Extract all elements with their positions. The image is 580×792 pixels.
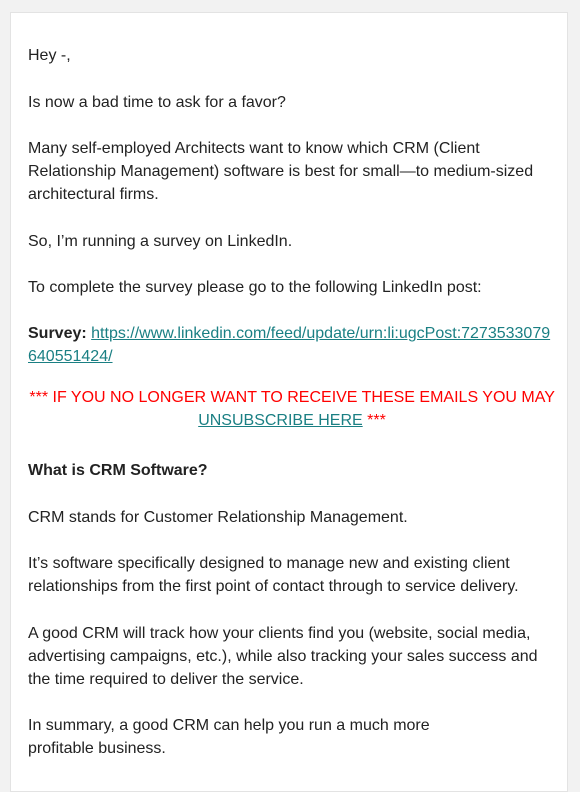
email-card	[10, 12, 568, 792]
section-heading: What is CRM Software?	[28, 462, 208, 479]
instruction-paragraph: To complete the survey please go to the following LinkedIn post:	[28, 279, 482, 296]
greeting: Hey -,	[28, 47, 71, 64]
summary-paragraph: In summary, a good CRM can help you run a much more profitable business.	[28, 717, 430, 757]
intro-paragraph: Many self-employed Architects want to know which CRM (Client Relationship Management) software is best for small—to medium-sized architectural firms.	[28, 140, 534, 203]
survey-intro-paragraph: So, I’m running a survey on LinkedIn.	[28, 233, 293, 250]
survey-paragraph	[28, 322, 556, 368]
crm-definition-paragraph: CRM stands for Customer Relationship Management.	[28, 509, 408, 526]
unsubscribe-notice	[20, 386, 564, 432]
unsubscribe-suffix: ***	[367, 412, 386, 429]
unsubscribe-link[interactable]: UNSUBSCRIBE HERE	[198, 412, 363, 429]
survey-label: Survey:	[28, 325, 87, 342]
survey-link[interactable]: https://www.linkedin.com/feed/update/urn:li:ugcPost:7273533079640551424/	[28, 325, 551, 365]
ask-paragraph: Is now a bad time to ask for a favor?	[28, 94, 286, 111]
crm-purpose-paragraph: It’s software specifically designed to manage new and existing client relationships from the first point of contact through to service delivery.	[28, 555, 519, 595]
crm-tracking-paragraph: A good CRM will track how your clients find you (website, social media, advertising campaigns, etc.), while also tracking your sales success and the time required to deliver the service.	[28, 625, 538, 688]
unsubscribe-prefix: *** IF YOU NO LONGER WANT TO RECEIVE THESE EMAILS YOU MAY	[29, 389, 555, 406]
